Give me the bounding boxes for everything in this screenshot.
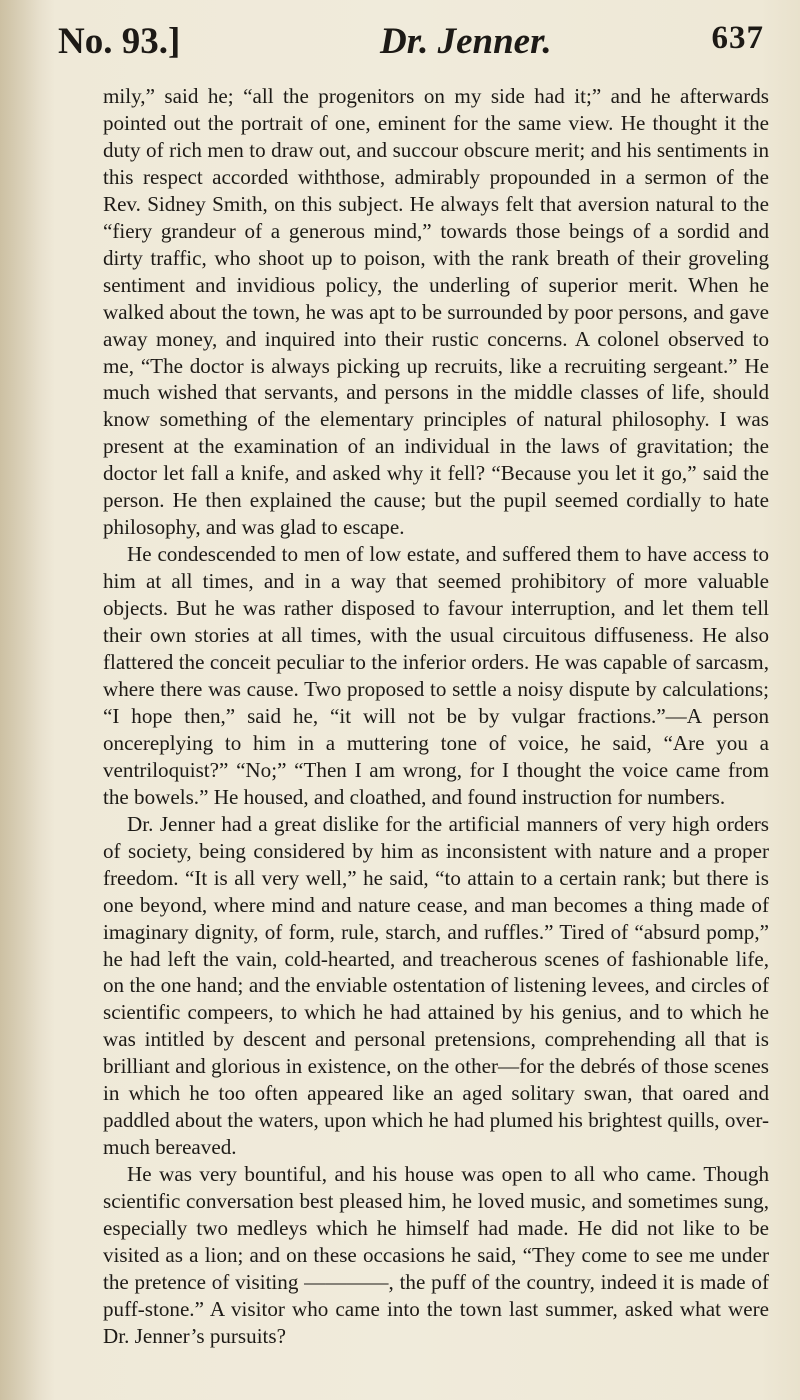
running-header <box>58 20 764 64</box>
page-edge-shadow <box>0 0 55 1400</box>
page-number: 637 <box>711 20 764 56</box>
paragraph: He condescended to men of low estate, and suffered them to have access to him at all times, and in a way that seemed prohibitory of more valuable objects. But he was rather disposed to favour interruption, and let them tell their own stories at all times, with the usual circuitous diffuseness. He also flattered the conceit peculiar to the inferior orders. He was capable of sarcasm, where there was cause. Two proposed to settle a noisy dispute by calculations; “I hope then,” said he, “it will not be by vulgar fractions.”—A person oncereplying to him in a muttering tone of voice, he said, “Are you a ventriloquist?” “No;” “Then I am wrong, for I thought the voice came from the bowels.” He housed, and cloathed, and found instruction for numbers. <box>103 542 769 809</box>
paragraph: mily,” said he; “all the progenitors on my side had it;” and he afterwards pointed out the portrait of one, eminent for the same view. He thought it the duty of rich men to draw out, and succour obscure merit; and his sentiments in this respect accorded withthose, admirably propounded in a sermon of the Rev. Sidney Smith, on this subject. He always felt that aversion natural to the “fiery grandeur of a generous mind,” towards those beings of a sordid and dirty traffic, who shoot up to poison, with the rank breath of their groveling sentiment and invidious policy, the underling of superior merit. When he walked about the town, he was apt to be surrounded by poor persons, and gave away money, and inquired into their rustic concerns. A colonel observed to me, “The doctor is always picking up recruits, like a recruiting sergeant.” He much wished that servants, and persons in the middle classes of life, should know something of the elementary principles of natural philosophy. I was present at the examination of an individual in the laws of gravitation; the doctor let fall a knife, and asked why it fell? “Because you let it go,” said the person. He then explained the cause; but the pupil seemed cordially to hate philosophy, and was glad to escape. <box>103 84 769 540</box>
paragraph: He was very bountiful, and his house was open to all who came. Though scientific conversation best pleased him, he loved music, and sometimes sung, especially two medleys which he himself had made. He did not like to be visited as a lion; and on these occasions he said, “They come to see me under the pretence of visiting ————, the puff of the country, indeed it is made of puff-stone.” A visitor who came into the town last summer, asked what were Dr. Jenner’s pursuits? <box>103 1162 769 1348</box>
article-body <box>103 83 769 1350</box>
running-title: Dr. Jenner. <box>380 21 552 62</box>
issue-number: No. 93.] <box>58 21 181 62</box>
paragraph: Dr. Jenner had a great dislike for the artificial manners of very high orders of society, being considered by him as inconsistent with nature and a proper freedom. “It is all very well,” he said, “to attain to a certain rank; but there is one beyond, where mind and nature cease, and man becomes a thing made of imaginary dignity, of form, rule, starch, and ruffles.” Tired of “absurd pomp,” he had left the vain, cold-hearted, and treacherous scenes of fashionable life, on the one hand; and the enviable ostentation of listening levees, and circles of scientific compeers, to which he had attained by his genius, and to which he was intitled by descent and personal pretensions, comprehending all that is brilliant and glorious in existence, on the other—for the debrés of those scenes in which he too often appeared like an aged solitary swan, that oared and paddled about the waters, upon which he had plumed his brightest quills, over-much bereaved. <box>103 811 769 1160</box>
